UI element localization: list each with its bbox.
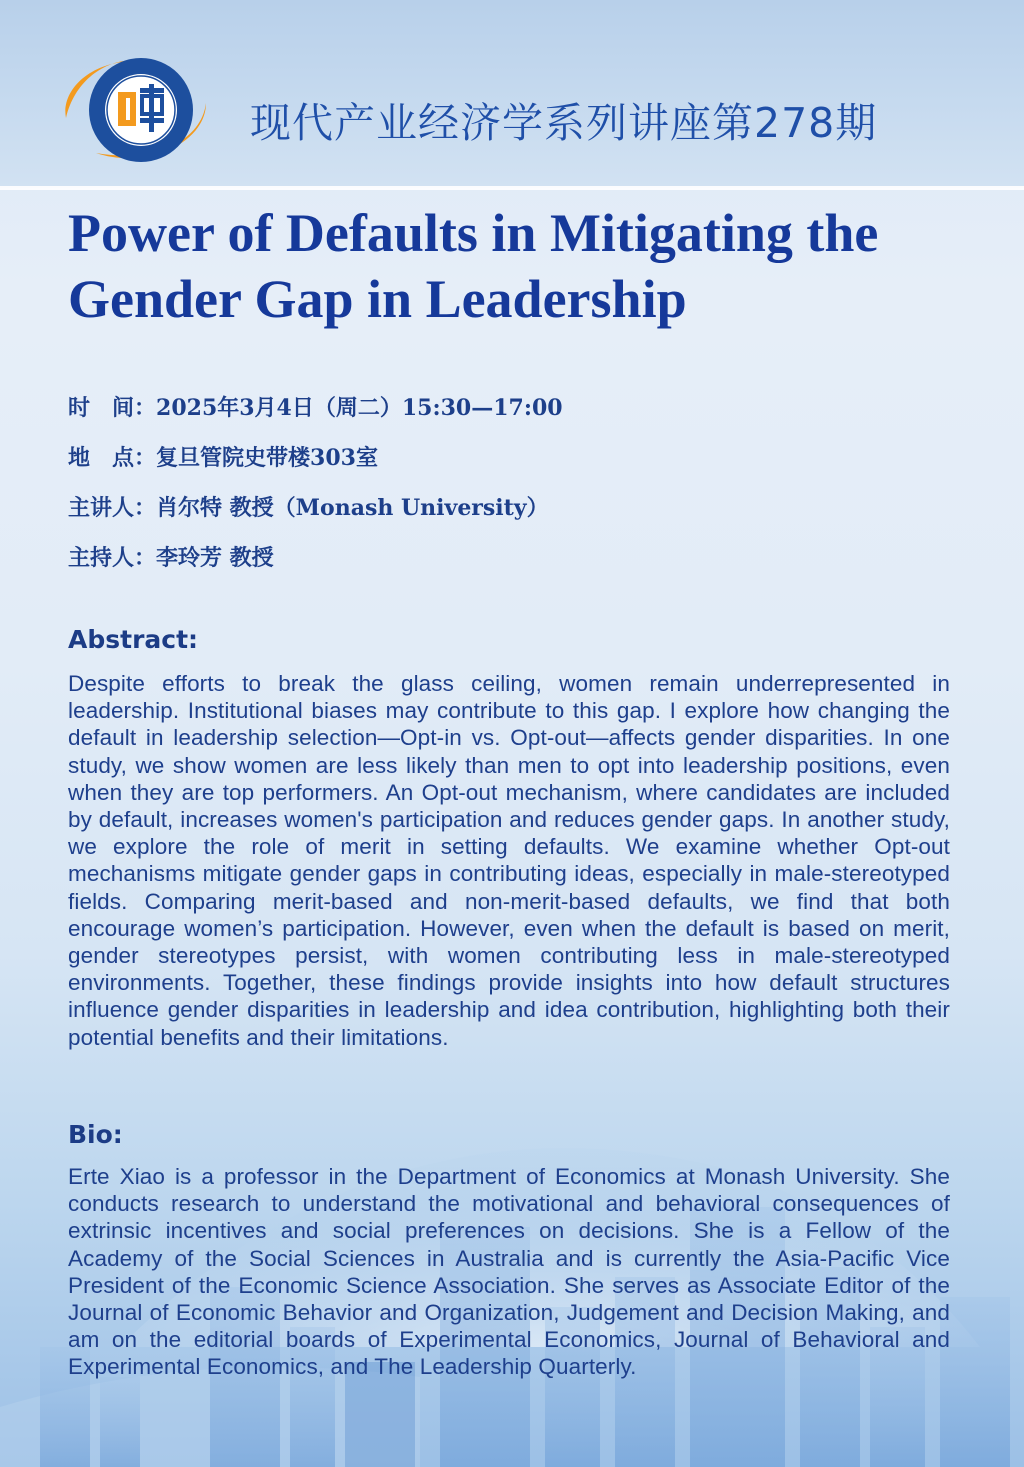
place-value: 复旦管院史带楼303室 (156, 445, 378, 471)
abstract-text: Despite efforts to break the glass ceiling, women remain underrepresented in leadership. Institutional biases may contribute to this gap. I explore how changing the default in leadership selection—Opt-in vs. Opt-out—affects gender disparities. In one study, we show women are less likely than men to opt into leadership positions, even when they are top performers. An Opt-out mechanism, where candidates are included by default, increases women's participation and reduces gender gaps. In another study, we explore the role of merit in setting defaults. We examine whether Opt-out mechanisms mitigate gender gaps in contributing ideas, especially in male-stereotyped fields. Comparing merit-based and non-merit-based defaults, we find that both encourage women’s participation. However, even when the default is based on merit, gender stereotypes persist, with women contributing less in male-stereotyped environments. Together, these findings provide insights into how default structures influence gender disparities in leadership and idea contribution, highlighting both their potential benefits and their limitations. (68, 671, 950, 1050)
talk-title: Power of Defaults in Mitigating the Gender Gap in Leadership (68, 203, 879, 329)
time-row (68, 388, 968, 438)
time-label: 时 间： (68, 395, 157, 421)
place-row (68, 438, 968, 488)
bio-heading: Bio: (68, 1120, 123, 1149)
host-value: 李玲芳 教授 (156, 545, 274, 571)
fudan-management-logo-icon (56, 48, 214, 168)
host-label: 主持人： (68, 545, 157, 571)
speaker-label: 主讲人： (68, 495, 157, 521)
speaker-row (68, 488, 968, 538)
header-divider (0, 186, 1024, 190)
abstract-heading: Abstract: (68, 625, 199, 654)
lecture-series-title: 现代产业经济学系列讲座第278期 (250, 99, 878, 147)
speaker-value: 肖尔特 教授（Monash University） (156, 495, 549, 521)
time-value: 2025年3月4日（周二）15:30—17:00 (156, 395, 563, 421)
host-row (68, 538, 968, 588)
place-label: 地 点： (68, 445, 157, 471)
bio-text: Erte Xiao is a professor in the Department of Economics at Monash University. She conducts research to understand the motivational and behavioral consequences of extrinsic incentives and social preferences on decisions. She is a Fellow of the Academy of the Social Sciences in Australia and is currently the Asia-Pacific Vice President of the Economic Science Association. She serves as Associate Editor of the Journal of Economic Behavior and Organization, Judgement and Decision Making, and am on the editorial boards of Experimental Economics, Journal of Behavioral and Experimental Economics, and The Leadership Quarterly. (68, 1164, 950, 1380)
event-info (68, 388, 968, 588)
